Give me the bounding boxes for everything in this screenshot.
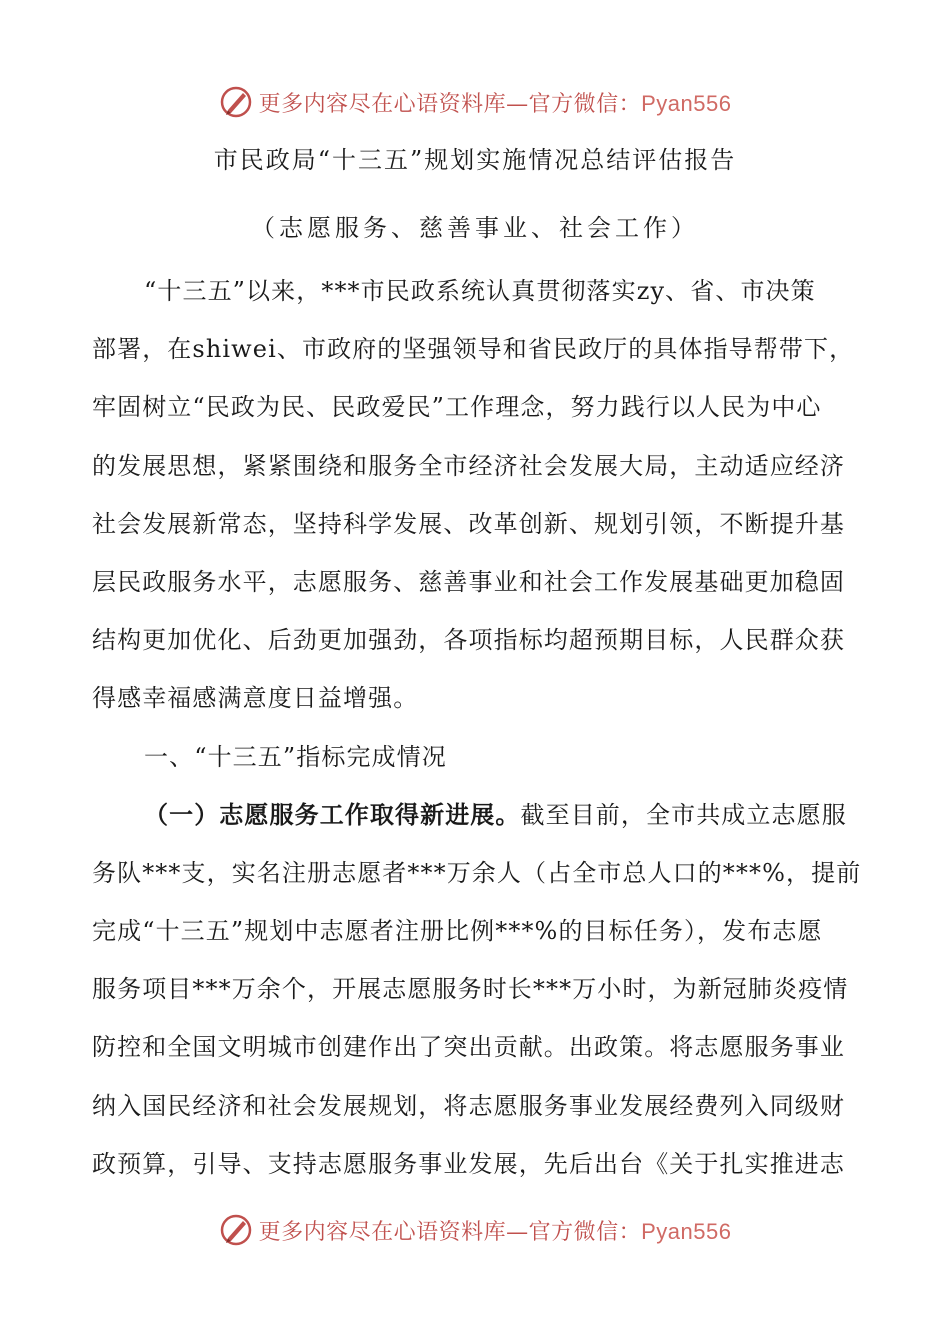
- pen-circle-logo-icon: [219, 1213, 253, 1247]
- body-line: 服务项目***万余个，开展志愿服务时长***万小时，为新冠肺炎疫情: [92, 975, 849, 1004]
- subsection-first-line: [92, 786, 862, 844]
- banner-text: 更多内容尽在心语资料库—官方微信：Pyan556: [258, 90, 732, 117]
- banner-text: 更多内容尽在心语资料库—官方微信：Pyan556: [258, 1218, 732, 1245]
- document-body: [92, 262, 862, 1193]
- footer-banner: [0, 1210, 950, 1250]
- subsection-heading: （一）志愿服务工作取得新进展。: [144, 799, 521, 829]
- body-line: 防控和全国文明城市创建作出了突出贡献。出政策。将志愿服务事业: [92, 1033, 845, 1062]
- body-line: 社会发展新常态，坚持科学发展、改革创新、规划引领，不断提升基: [92, 509, 845, 538]
- body-line: 政预算，引导、支持志愿服务事业发展，先后出台《关于扎实推进志: [92, 1149, 845, 1178]
- pen-circle-logo-icon: [219, 85, 253, 119]
- body-line: “十三五”以来，***市民政系统认真贯彻落实zy、省、市决策: [144, 277, 816, 305]
- body-line: 层民政服务水平，志愿服务、慈善事业和社会工作发展基础更加稳固: [92, 567, 845, 596]
- body-line: 得感幸福感满意度日益增强。: [92, 684, 419, 713]
- document-title: 市民政局“十三五”规划实施情况总结评估报告: [213, 146, 737, 174]
- body-line: 结构更加优化、后劲更加强劲，各项指标均超预期目标，人民群众获: [92, 626, 845, 655]
- body-line: 纳入国民经济和社会发展规划，将志愿服务事业发展经费列入同级财: [92, 1091, 845, 1120]
- body-line-fragment: 截至目前，全市共成立志愿服: [520, 800, 847, 829]
- body-line: 部署，在shiwei、市政府的坚强领导和省民政厅的具体指导帮带下，: [92, 335, 855, 364]
- body-line: 的发展思想，紧紧围绕和服务全市经济社会发展大局，主动适应经济: [92, 451, 845, 480]
- body-line: 完成“十三五”规划中志愿者注册比例***%的目标任务），发布志愿: [92, 917, 823, 946]
- header-banner: [0, 82, 950, 122]
- body-line: 牢固树立“民政为民、民政爱民”工作理念，努力践行以人民为中心: [92, 393, 822, 422]
- section-heading: 一、“十三五”指标完成情况: [144, 742, 447, 771]
- document-subtitle: （志愿服务、慈善事业、社会工作）: [251, 214, 699, 242]
- body-line: 务队***支，实名注册志愿者***万余人（占全市总人口的***%，提前: [92, 858, 862, 887]
